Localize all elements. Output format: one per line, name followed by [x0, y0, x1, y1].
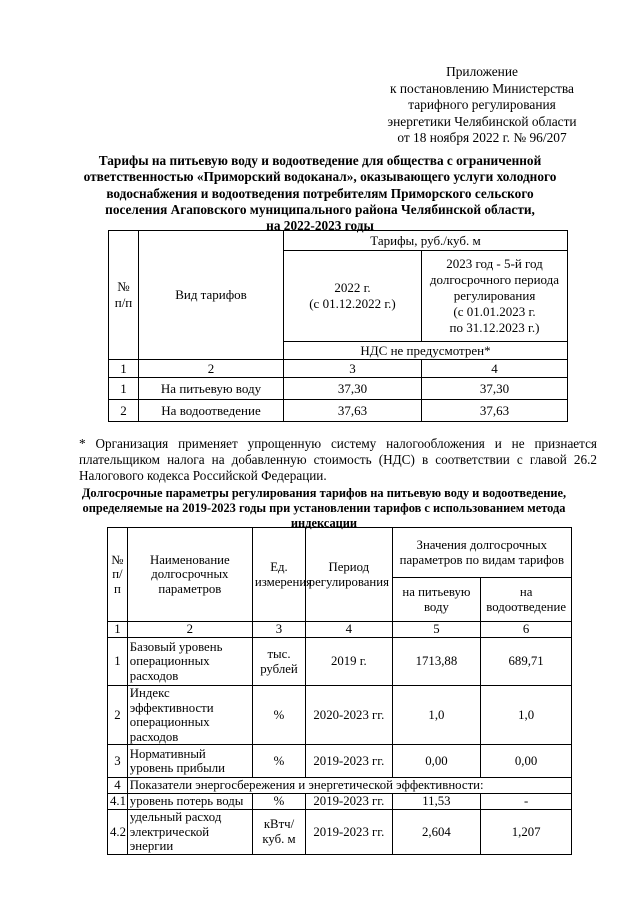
- row-waste-value: -: [481, 793, 572, 809]
- column-index: 4: [306, 622, 393, 638]
- appendix-line: Приложение: [446, 64, 518, 79]
- header-vat-note: НДС не предусмотрен*: [284, 342, 568, 360]
- table-row: [108, 745, 572, 778]
- row-num: 4: [108, 778, 128, 794]
- row-num: 1: [108, 638, 128, 686]
- parameters-table: [107, 527, 572, 855]
- table-row: [109, 400, 568, 422]
- column-index: 2: [127, 622, 252, 638]
- appendix-line: тарифного регулирования: [408, 97, 556, 113]
- row-num: 3: [108, 745, 128, 778]
- row-waste-value: 1,0: [481, 686, 572, 745]
- appendix-header: [362, 64, 602, 147]
- header-period: Период регулирования: [306, 528, 393, 622]
- row-water-value: 0,00: [392, 745, 481, 778]
- column-index: 5: [392, 622, 481, 638]
- header-2023: 2023 год - 5-й год долгосрочного периода регулирования (с 01.01.2023 г. по 31.12.2023 г.): [422, 251, 568, 342]
- header-drinking-water: на питьевую воду: [392, 578, 481, 622]
- header-tariffs: Тарифы, руб./куб. м: [284, 231, 568, 251]
- column-index: 6: [481, 622, 572, 638]
- row-parameter-name: Нормативный уровень прибыли: [127, 745, 252, 778]
- row-waste-value: 0,00: [481, 745, 572, 778]
- header-tariff-type: Вид тарифов: [139, 231, 284, 360]
- header-num: № п/п: [108, 528, 128, 622]
- appendix-line: энергетики Челябинской области: [387, 113, 577, 129]
- row-tariff-type: На питьевую воду: [139, 378, 284, 400]
- column-index: 3: [252, 622, 305, 638]
- row-unit: %: [252, 745, 305, 778]
- row-num: 2: [109, 400, 139, 422]
- row-period: 2019 г.: [306, 638, 393, 686]
- table-row: [108, 638, 572, 686]
- column-index: 3: [284, 360, 422, 378]
- row-value-2022: 37,63: [284, 400, 422, 422]
- row-num: 2: [108, 686, 128, 745]
- header-values: Значения долгосрочных параметров по видам тарифов: [392, 528, 571, 578]
- row-num: 4.1: [108, 793, 128, 809]
- header-wastewater: на водоотведение: [481, 578, 572, 622]
- row-waste-value: 689,71: [481, 638, 572, 686]
- table-row: [108, 809, 572, 854]
- row-unit: %: [252, 686, 305, 745]
- column-index: 1: [108, 622, 128, 638]
- header-unit: Ед. измерения: [252, 528, 305, 622]
- row-num: 1: [109, 378, 139, 400]
- row-tariff-type: На водоотведение: [139, 400, 284, 422]
- vat-footnote: * Организация применяет упрощенную систему налогообложения и не признается плательщиком налога на добавленную стоимость (НДС) в соответствии с главой 26.2 Налогового кодекса Российской Федерации.: [79, 436, 597, 483]
- appendix-line: к постановлению Министерства: [390, 80, 574, 96]
- row-period: 2019-2023 гг.: [306, 809, 393, 854]
- row-water-value: 11,53: [392, 793, 481, 809]
- row-value-2022: 37,30: [284, 378, 422, 400]
- table-row: [109, 378, 568, 400]
- tariff-title: Тарифы на питьевую воду и водоотведение для общества с ограниченной ответственностью «Приморский водоканал», оказывающего услуги холодного водоснабжения и водоотведения потребителям Приморского сельского поселения Агаповского муниципального района Челябинской области, на 2022-2023 годы: [83, 153, 557, 234]
- row-unit: тыс. рублей: [252, 638, 305, 686]
- table-row: [108, 686, 572, 745]
- row-parameter-name: Базовый уровень операционных расходов: [127, 638, 252, 686]
- table-row: [108, 793, 572, 809]
- row-water-value: 1713,88: [392, 638, 481, 686]
- row-unit: %: [252, 793, 305, 809]
- section-row: [108, 778, 572, 794]
- row-period: 2019-2023 гг.: [306, 745, 393, 778]
- column-index: 1: [109, 360, 139, 378]
- header-num: № п/п: [109, 231, 139, 360]
- section-label: Показатели энергосбережения и энергетической эффективности:: [127, 778, 571, 794]
- row-unit: кВтч/куб. м: [252, 809, 305, 854]
- column-index: 2: [139, 360, 284, 378]
- row-value-2023: 37,63: [422, 400, 568, 422]
- row-period: 2019-2023 гг.: [306, 793, 393, 809]
- row-value-2023: 37,30: [422, 378, 568, 400]
- row-waste-value: 1,207: [481, 809, 572, 854]
- row-parameter-name: уровень потерь воды: [127, 793, 252, 809]
- row-parameter-name: удельный расход электрической энергии: [127, 809, 252, 854]
- column-index: 4: [422, 360, 568, 378]
- parameters-title: Долгосрочные параметры регулирования тарифов на питьевую воду и водоотведение, определяемые на 2019-2023 годы при установлении тарифов с использованием метода индексации: [81, 486, 567, 530]
- row-num: 4.2: [108, 809, 128, 854]
- header-parameter-name: Наименование долгосрочных параметров: [127, 528, 252, 622]
- row-water-value: 2,604: [392, 809, 481, 854]
- row-parameter-name: Индекс эффективности операционных расходов: [127, 686, 252, 745]
- row-water-value: 1,0: [392, 686, 481, 745]
- appendix-line: от 18 ноября 2022 г. № 96/207: [397, 130, 567, 146]
- header-2022: 2022 г. (с 01.12.2022 г.): [284, 251, 422, 342]
- tariff-table: [108, 230, 568, 422]
- row-period: 2020-2023 гг.: [306, 686, 393, 745]
